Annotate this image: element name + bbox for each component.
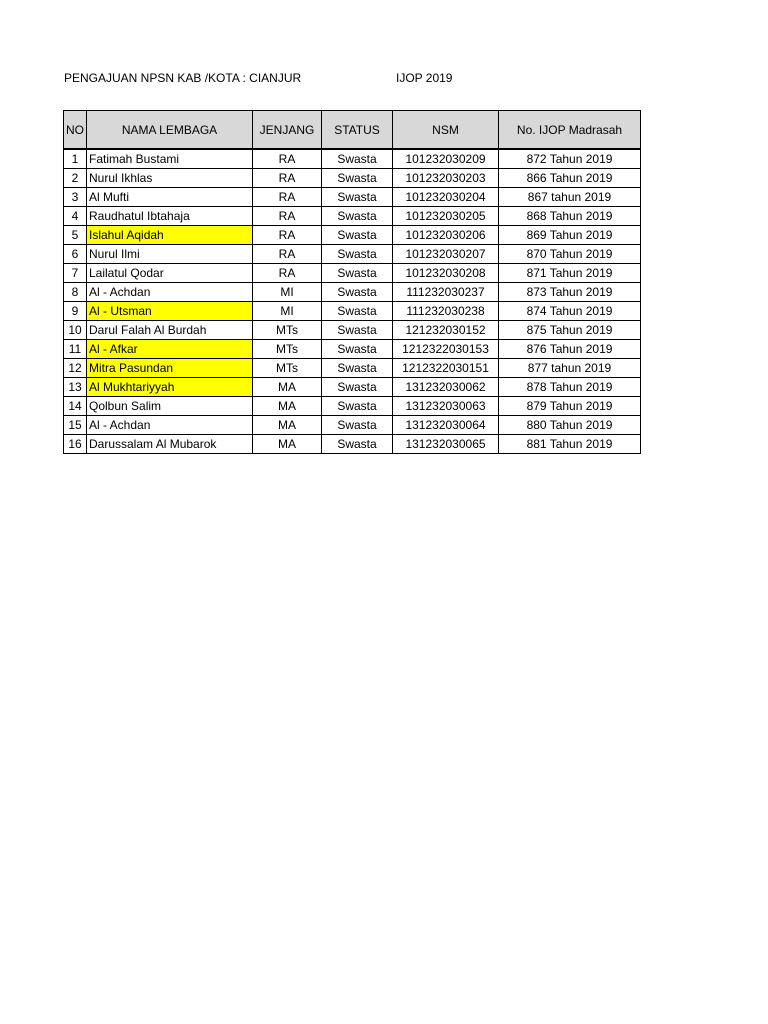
cell-ijop: 873 Tahun 2019 xyxy=(499,283,641,302)
cell-ijop: 880 Tahun 2019 xyxy=(499,416,641,435)
cell-ijop: 879 Tahun 2019 xyxy=(499,397,641,416)
cell-nama-lembaga: Darussalam Al Mubarok xyxy=(87,435,253,454)
cell-ijop: 876 Tahun 2019 xyxy=(499,340,641,359)
cell-nama-lembaga: Fatimah Bustami xyxy=(87,149,253,169)
cell-nama-lembaga: Nurul Ikhlas xyxy=(87,169,253,188)
cell-nama-lembaga: Al - Utsman xyxy=(87,302,253,321)
cell-nama-lembaga: Al Mufti xyxy=(87,188,253,207)
cell-nsm: 131232030063 xyxy=(393,397,499,416)
cell-no: 1 xyxy=(64,149,87,169)
cell-ijop: 867 tahun 2019 xyxy=(499,188,641,207)
cell-ijop: 869 Tahun 2019 xyxy=(499,226,641,245)
table-row xyxy=(64,264,641,283)
cell-no: 14 xyxy=(64,397,87,416)
table-row xyxy=(64,340,641,359)
cell-nama-lembaga: Raudhatul Ibtahaja xyxy=(87,207,253,226)
table-row xyxy=(64,188,641,207)
cell-no: 4 xyxy=(64,207,87,226)
cell-nsm: 131232030064 xyxy=(393,416,499,435)
cell-status: Swasta xyxy=(322,435,393,454)
document-heading xyxy=(64,71,453,85)
cell-no: 3 xyxy=(64,188,87,207)
cell-ijop: 875 Tahun 2019 xyxy=(499,321,641,340)
cell-nama-lembaga: Islahul Aqidah xyxy=(87,226,253,245)
cell-nama-lembaga: Al - Achdan xyxy=(87,416,253,435)
cell-no: 7 xyxy=(64,264,87,283)
table-row xyxy=(64,207,641,226)
cell-nsm: 101232030207 xyxy=(393,245,499,264)
table-body xyxy=(64,149,641,454)
cell-nama-lembaga: Al - Afkar xyxy=(87,340,253,359)
cell-no: 16 xyxy=(64,435,87,454)
cell-jenjang: RA xyxy=(253,264,322,283)
table-row xyxy=(64,416,641,435)
cell-nama-lembaga: Mitra Pasundan xyxy=(87,359,253,378)
cell-no: 9 xyxy=(64,302,87,321)
cell-ijop: 881 Tahun 2019 xyxy=(499,435,641,454)
cell-status: Swasta xyxy=(322,207,393,226)
cell-nsm: 101232030205 xyxy=(393,207,499,226)
cell-status: Swasta xyxy=(322,416,393,435)
cell-nama-lembaga: Qolbun Salim xyxy=(87,397,253,416)
cell-nama-lembaga: Lailatul Qodar xyxy=(87,264,253,283)
cell-nama-lembaga: Darul Falah Al Burdah xyxy=(87,321,253,340)
cell-status: Swasta xyxy=(322,169,393,188)
cell-no: 8 xyxy=(64,283,87,302)
cell-status: Swasta xyxy=(322,245,393,264)
cell-nsm: 111232030237 xyxy=(393,283,499,302)
cell-jenjang: MI xyxy=(253,283,322,302)
cell-nsm: 101232030206 xyxy=(393,226,499,245)
cell-nsm: 101232030203 xyxy=(393,169,499,188)
cell-status: Swasta xyxy=(322,283,393,302)
table-row xyxy=(64,283,641,302)
cell-jenjang: MTs xyxy=(253,321,322,340)
cell-no: 6 xyxy=(64,245,87,264)
cell-no: 2 xyxy=(64,169,87,188)
table-row xyxy=(64,302,641,321)
cell-nsm: 1212322030153 xyxy=(393,340,499,359)
cell-status: Swasta xyxy=(322,149,393,169)
cell-jenjang: RA xyxy=(253,169,322,188)
column-header-status: STATUS xyxy=(322,111,393,150)
table-row xyxy=(64,169,641,188)
cell-nama-lembaga: Nurul Ilmi xyxy=(87,245,253,264)
cell-status: Swasta xyxy=(322,397,393,416)
column-header-ijop: No. IJOP Madrasah xyxy=(499,111,641,150)
table-row xyxy=(64,245,641,264)
table-row xyxy=(64,378,641,397)
cell-ijop: 877 tahun 2019 xyxy=(499,359,641,378)
table-header-row xyxy=(64,111,641,150)
column-header-nama-lembaga: NAMA LEMBAGA xyxy=(87,111,253,150)
cell-jenjang: MA xyxy=(253,416,322,435)
cell-nsm: 101232030209 xyxy=(393,149,499,169)
cell-status: Swasta xyxy=(322,188,393,207)
cell-nama-lembaga: Al - Achdan xyxy=(87,283,253,302)
cell-status: Swasta xyxy=(322,302,393,321)
heading-ijop-year: IJOP 2019 xyxy=(396,71,453,85)
cell-no: 11 xyxy=(64,340,87,359)
column-header-jenjang: JENJANG xyxy=(253,111,322,150)
cell-nsm: 121232030152 xyxy=(393,321,499,340)
cell-nsm: 131232030062 xyxy=(393,378,499,397)
cell-nsm: 131232030065 xyxy=(393,435,499,454)
cell-status: Swasta xyxy=(322,340,393,359)
cell-status: Swasta xyxy=(322,378,393,397)
cell-jenjang: RA xyxy=(253,245,322,264)
cell-jenjang: RA xyxy=(253,188,322,207)
cell-ijop: 870 Tahun 2019 xyxy=(499,245,641,264)
cell-nsm: 1212322030151 xyxy=(393,359,499,378)
cell-jenjang: RA xyxy=(253,226,322,245)
cell-jenjang: RA xyxy=(253,207,322,226)
table-row xyxy=(64,149,641,169)
table-row xyxy=(64,321,641,340)
cell-jenjang: RA xyxy=(253,149,322,169)
column-header-no: NO xyxy=(64,111,87,150)
cell-no: 10 xyxy=(64,321,87,340)
madrasah-table xyxy=(63,110,641,454)
cell-jenjang: MA xyxy=(253,435,322,454)
cell-no: 12 xyxy=(64,359,87,378)
cell-jenjang: MA xyxy=(253,378,322,397)
table-row xyxy=(64,435,641,454)
cell-status: Swasta xyxy=(322,321,393,340)
cell-jenjang: MTs xyxy=(253,359,322,378)
heading-title: PENGAJUAN NPSN KAB /KOTA : CIANJUR xyxy=(64,71,302,85)
cell-no: 13 xyxy=(64,378,87,397)
cell-ijop: 872 Tahun 2019 xyxy=(499,149,641,169)
cell-status: Swasta xyxy=(322,226,393,245)
cell-jenjang: MTs xyxy=(253,340,322,359)
cell-ijop: 878 Tahun 2019 xyxy=(499,378,641,397)
cell-no: 5 xyxy=(64,226,87,245)
cell-nsm: 101232030204 xyxy=(393,188,499,207)
cell-nama-lembaga: Al Mukhtariyyah xyxy=(87,378,253,397)
table-row xyxy=(64,359,641,378)
cell-nsm: 111232030238 xyxy=(393,302,499,321)
table-row xyxy=(64,397,641,416)
cell-no: 15 xyxy=(64,416,87,435)
cell-nsm: 101232030208 xyxy=(393,264,499,283)
cell-jenjang: MA xyxy=(253,397,322,416)
cell-ijop: 868 Tahun 2019 xyxy=(499,207,641,226)
table-row xyxy=(64,226,641,245)
cell-jenjang: MI xyxy=(253,302,322,321)
column-header-nsm: NSM xyxy=(393,111,499,150)
cell-status: Swasta xyxy=(322,359,393,378)
cell-ijop: 871 Tahun 2019 xyxy=(499,264,641,283)
cell-status: Swasta xyxy=(322,264,393,283)
cell-ijop: 866 Tahun 2019 xyxy=(499,169,641,188)
cell-ijop: 874 Tahun 2019 xyxy=(499,302,641,321)
